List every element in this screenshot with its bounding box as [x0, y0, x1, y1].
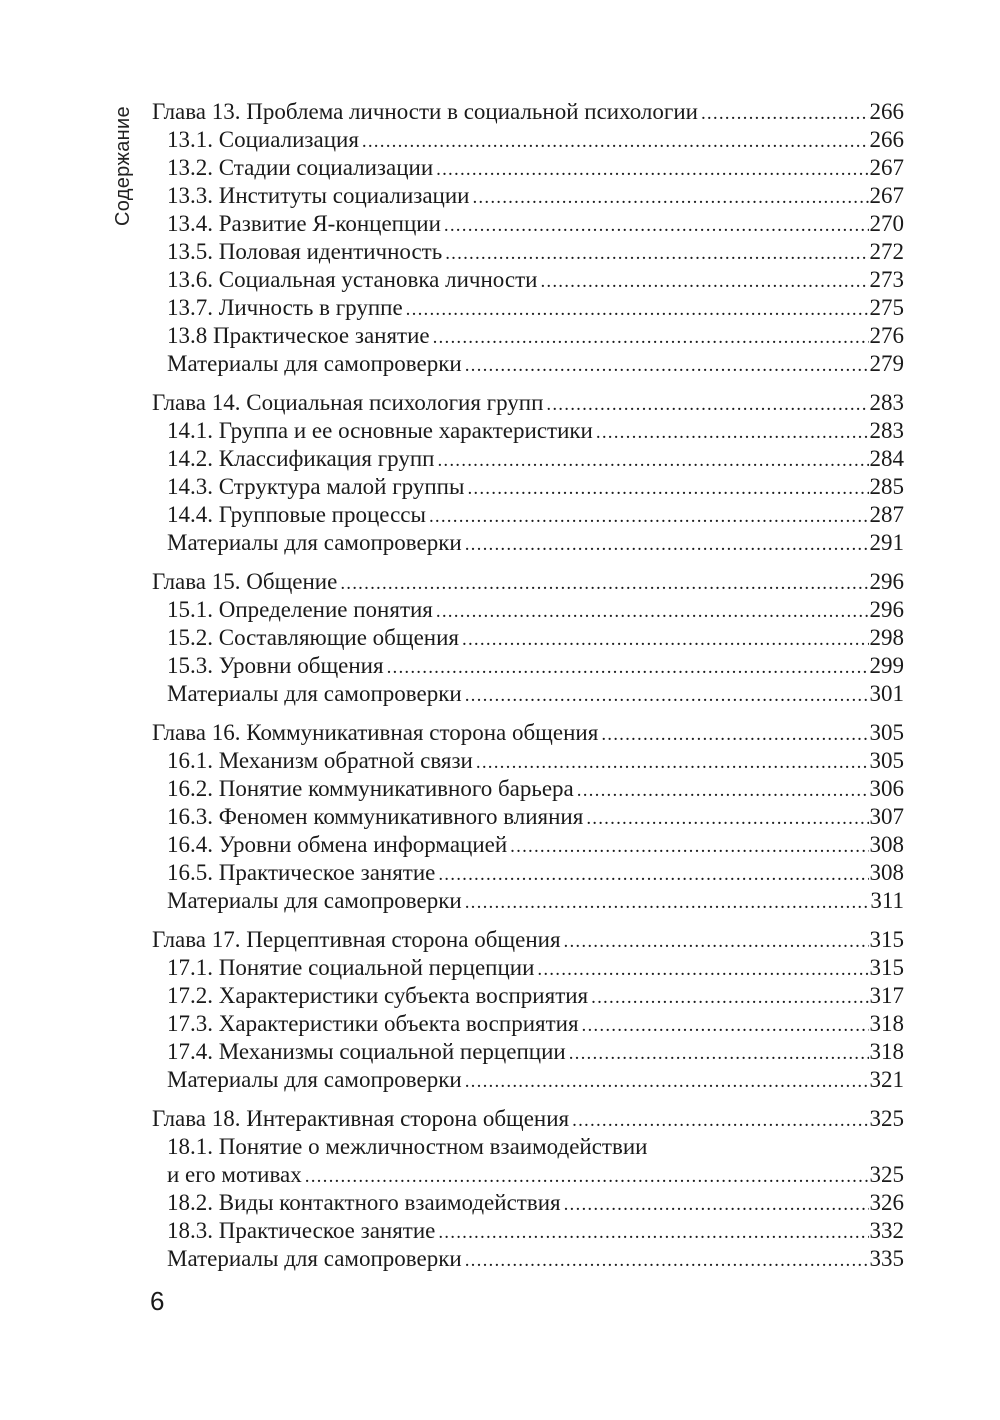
entry-page: 284 [869, 446, 904, 471]
entry-title: 14.2. Классификация групп [167, 446, 435, 471]
chapter-16 [152, 719, 904, 915]
toc-entry-section[interactable] [152, 624, 904, 652]
leader-dots [462, 626, 868, 654]
entry-page: 315 [869, 927, 904, 952]
toc-entry-section[interactable] [152, 126, 904, 154]
entry-title: 18.1. Понятие о межличностном взаимодействии [167, 1134, 648, 1159]
table-of-contents [152, 98, 904, 1284]
entry-page: 305 [869, 720, 904, 745]
entry-page: 279 [869, 351, 904, 376]
entry-page: 298 [869, 625, 904, 650]
entry-title: Материалы для самопроверки [167, 1246, 462, 1271]
toc-entry-section[interactable] [152, 238, 904, 266]
entry-title: 13.5. Половая идентичность [167, 239, 443, 264]
toc-entry-self-check[interactable] [152, 680, 904, 708]
leader-dots [582, 1012, 869, 1040]
entry-page: 315 [869, 955, 904, 980]
toc-entry-section[interactable] [152, 596, 904, 624]
leader-dots [564, 1191, 869, 1219]
entry-page: 325 [869, 1162, 904, 1187]
entry-title: 17.3. Характеристики объекта восприятия [167, 1011, 579, 1036]
leader-dots [472, 184, 868, 212]
entry-title: Материалы для самопроверки [167, 351, 462, 376]
entry-page: 326 [869, 1190, 904, 1215]
leader-dots [546, 391, 868, 419]
leader-dots [305, 1163, 869, 1191]
leader-dots [577, 777, 869, 805]
entry-page: 318 [869, 1011, 904, 1036]
entry-title: 17.4. Механизмы социальной перцепции [167, 1039, 566, 1064]
entry-title: 13.7. Личность в группе [167, 295, 403, 320]
toc-entry-section[interactable] [152, 1217, 904, 1245]
entry-title: 16.4. Уровни обмена информацией [167, 832, 508, 857]
leader-dots [540, 268, 868, 296]
toc-entry-section[interactable] [152, 1189, 904, 1217]
chapter-17 [152, 926, 904, 1094]
leader-dots [569, 1040, 869, 1068]
entry-title: 13.2. Стадии социализации [167, 155, 434, 180]
entry-page: 305 [869, 748, 904, 773]
toc-entry-self-check[interactable] [152, 350, 904, 378]
leader-dots [465, 1068, 869, 1096]
running-head: Содержание [112, 106, 134, 226]
entry-page: 296 [869, 569, 904, 594]
entry-title: Глава 18. Интерактивная сторона общения [152, 1106, 570, 1131]
entry-title: Глава 15. Общение [152, 569, 338, 594]
toc-entry-chapter[interactable] [152, 98, 904, 126]
leader-dots [465, 682, 869, 710]
leader-dots [586, 805, 868, 833]
entry-page: 272 [869, 239, 904, 264]
toc-entry-section[interactable] [152, 954, 904, 982]
chapter-18 [152, 1105, 904, 1273]
leader-dots [510, 833, 868, 861]
entry-page: 332 [869, 1218, 904, 1243]
leader-dots [438, 1219, 868, 1247]
leader-dots [596, 419, 869, 447]
entry-title: 16.5. Практическое занятие [167, 860, 436, 885]
entry-page: 285 [869, 474, 904, 499]
entry-page: 311 [870, 888, 904, 913]
toc-entry-section[interactable] [152, 210, 904, 238]
toc-entry-section[interactable] [152, 982, 904, 1010]
entry-page: 296 [869, 597, 904, 622]
chapter-15 [152, 568, 904, 708]
toc-entry-self-check[interactable] [152, 1066, 904, 1094]
toc-entry-self-check[interactable] [152, 529, 904, 557]
leader-dots [445, 240, 868, 268]
toc-entry-section[interactable] [152, 182, 904, 210]
entry-title: 18.3. Практическое занятие [167, 1218, 436, 1243]
entry-title: 16.2. Понятие коммуникативного барьера [167, 776, 574, 801]
toc-entry-chapter[interactable] [152, 1105, 904, 1133]
toc-entry-section[interactable] [152, 473, 904, 501]
toc-entry-section[interactable] [152, 1038, 904, 1066]
chapter-14 [152, 389, 904, 557]
entry-title: Глава 16. Коммуникативная сторона общения [152, 720, 599, 745]
toc-entry-section[interactable] [152, 501, 904, 529]
entry-title: Материалы для самопроверки [167, 888, 462, 913]
entry-title: Глава 17. Перцептивная сторона общения [152, 927, 561, 952]
entry-page: 270 [869, 211, 904, 236]
entry-page: 283 [869, 390, 904, 415]
toc-entry-chapter[interactable] [152, 568, 904, 596]
leader-dots [465, 531, 869, 559]
entry-title: 16.3. Феномен коммуникативного влияния [167, 804, 584, 829]
entry-title: 13.4. Развитие Я-концепции [167, 211, 441, 236]
entry-title: 13.8 Практическое занятие [167, 323, 430, 348]
leader-dots [387, 654, 869, 682]
page-number: 6 [150, 1286, 165, 1316]
entry-title: Материалы для самопроверки [167, 530, 462, 555]
toc-entry-chapter[interactable] [152, 389, 904, 417]
entry-title: Глава 13. Проблема личности в социальной психологии [152, 99, 698, 124]
entry-page: 307 [869, 804, 904, 829]
toc-entry-section[interactable] [152, 652, 904, 680]
toc-entry-section[interactable] [152, 294, 904, 322]
entry-page: 275 [869, 295, 904, 320]
toc-entry-chapter[interactable] [152, 926, 904, 954]
toc-entry-chapter[interactable] [152, 719, 904, 747]
entry-title: 15.2. Составляющие общения [167, 625, 460, 650]
entry-title-continued: и его мотивах [167, 1162, 302, 1187]
entry-page: 321 [869, 1067, 904, 1092]
entry-title: 14.3. Структура малой группы [167, 474, 465, 499]
leader-dots [601, 721, 868, 749]
toc-entry-section[interactable] [152, 859, 904, 887]
leader-dots [467, 475, 868, 503]
toc-entry-section[interactable] [152, 831, 904, 859]
entry-page: 301 [869, 681, 904, 706]
leader-dots [436, 156, 868, 184]
entry-title: Глава 14. Социальная психология групп [152, 390, 544, 415]
leader-dots [476, 749, 869, 777]
entry-page: 276 [869, 323, 904, 348]
entry-title: 16.1. Механизм обратной связи [167, 748, 473, 773]
entry-title: 14.1. Группа и ее основные характеристики [167, 418, 593, 443]
leader-dots [436, 598, 869, 626]
leader-dots [701, 100, 869, 128]
leader-dots [591, 984, 868, 1012]
entry-title: 17.1. Понятие социальной перцепции [167, 955, 535, 980]
leader-dots [438, 861, 868, 889]
entry-title: 13.1. Социализация [167, 127, 359, 152]
leader-dots [444, 212, 869, 240]
toc-entry-self-check[interactable] [152, 887, 904, 915]
leader-dots [537, 956, 868, 984]
entry-title: 13.3. Институты социализации [167, 183, 470, 208]
entry-page: 325 [869, 1106, 904, 1131]
entry-page: 267 [869, 155, 904, 180]
toc-entry-section[interactable] [152, 322, 904, 350]
entry-title: 13.6. Социальная установка личности [167, 267, 538, 292]
leader-dots [406, 296, 869, 324]
entry-title: 15.3. Уровни общения [167, 653, 384, 678]
entry-title: 14.4. Групповые процессы [167, 502, 426, 527]
leader-dots [429, 503, 869, 531]
leader-dots [572, 1107, 868, 1135]
leader-dots [465, 1247, 869, 1275]
toc-entry-section[interactable] [152, 747, 904, 775]
chapter-13 [152, 98, 904, 378]
leader-dots [437, 447, 868, 475]
entry-page: 299 [869, 653, 904, 678]
entry-page: 306 [869, 776, 904, 801]
toc-entry-self-check[interactable] [152, 1245, 904, 1273]
leader-dots [340, 570, 868, 598]
entry-page: 317 [869, 983, 904, 1008]
leader-dots [362, 128, 869, 156]
toc-entry-section-line2[interactable] [152, 1161, 904, 1189]
toc-entry-section[interactable] [152, 154, 904, 182]
entry-page: 308 [869, 832, 904, 857]
entry-page: 266 [869, 127, 904, 152]
leader-dots [564, 928, 869, 956]
entry-page: 266 [869, 99, 904, 124]
entry-page: 287 [869, 502, 904, 527]
leader-dots [465, 352, 869, 380]
entry-page: 335 [869, 1246, 904, 1271]
leader-dots [433, 324, 869, 352]
toc-entry-section[interactable] [152, 775, 904, 803]
entry-title: Материалы для самопроверки [167, 1067, 462, 1092]
entry-title: 15.1. Определение понятия [167, 597, 433, 622]
toc-entry-section[interactable] [152, 445, 904, 473]
toc-entry-section[interactable] [152, 803, 904, 831]
toc-entry-section-line1[interactable] [152, 1133, 904, 1161]
entry-page: 283 [869, 418, 904, 443]
entry-page: 267 [869, 183, 904, 208]
entry-page: 291 [869, 530, 904, 555]
leader-dots [465, 889, 870, 917]
entry-page: 308 [869, 860, 904, 885]
toc-entry-section[interactable] [152, 417, 904, 445]
entry-page: 273 [869, 267, 904, 292]
toc-entry-section[interactable] [152, 1010, 904, 1038]
entry-title: Материалы для самопроверки [167, 681, 462, 706]
entry-title: 18.2. Виды контактного взаимодействия [167, 1190, 561, 1215]
entry-page: 318 [869, 1039, 904, 1064]
entry-title: 17.2. Характеристики субъекта восприятия [167, 983, 589, 1008]
toc-entry-section[interactable] [152, 266, 904, 294]
